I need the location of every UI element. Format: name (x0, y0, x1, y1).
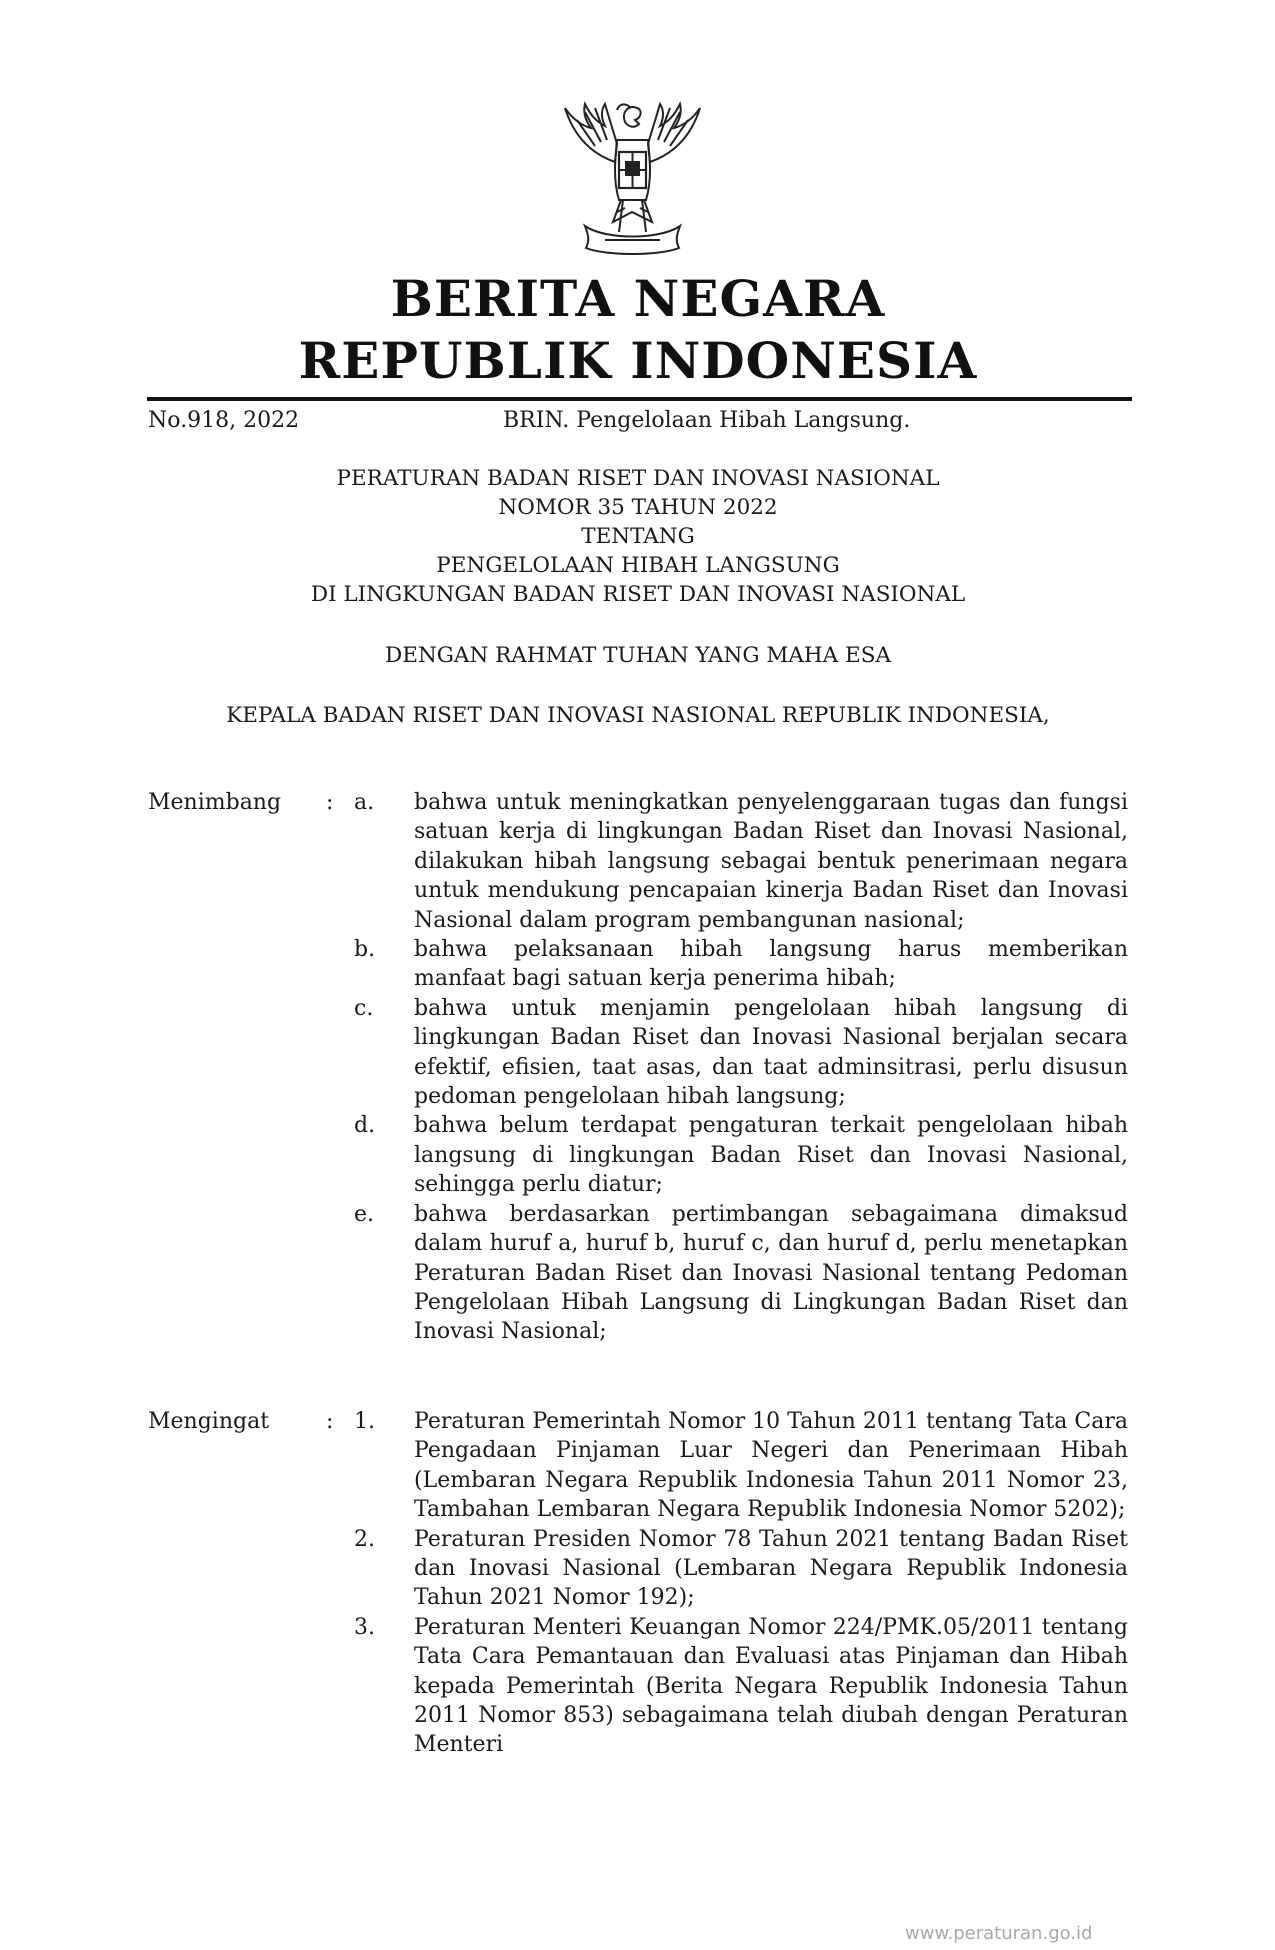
item-marker: e. (354, 1201, 375, 1227)
item-text: bahwa untuk meningkatkan penyelenggaraan tugas dan fungsi satuan kerja di lingkungan Badan Riset dan Inovasi Nasional, dilakukan hibah langsung sebagai bentuk penerimaan negara untuk mendukung pencapaian kinerja Badan Riset dan Inovasi Nasional dalam program pembangunan nasional; (414, 790, 1128, 933)
masthead-divider (147, 397, 1132, 401)
list-item (148, 1525, 1128, 1613)
item-text: bahwa pelaksanaan hibah langsung harus memberikan manfaat bagi satuan kerja penerima hibah; (414, 937, 1128, 992)
gazette-subject: BRIN. Pengelolaan Hibah Langsung. (503, 408, 911, 433)
list-item (148, 1613, 1128, 1760)
garuda-emblem-icon (555, 100, 710, 260)
invocation: DENGAN RAHMAT TUHAN YANG MAHA ESA (385, 643, 891, 668)
item-marker: 1. (354, 1409, 375, 1434)
item-marker: c. (354, 995, 374, 1021)
list-item (148, 935, 1128, 994)
item-text: bahwa belum terdapat pengaturan terkait pengelolaan hibah langsung di lingkungan Badan Riset dan Inovasi Nasional, sehingga perlu diatur; (414, 1113, 1128, 1198)
issuer-heading: KEPALA BADAN RISET DAN INOVASI NASIONAL REPUBLIK INDONESIA, (226, 703, 1050, 728)
list-item (148, 1111, 1128, 1199)
title-line: NOMOR 35 TAHUN 2022 (498, 495, 778, 520)
menimbang-section (148, 788, 1128, 1347)
list-item (148, 1200, 1128, 1347)
masthead-line-2: REPUBLIK INDONESIA (298, 331, 978, 390)
item-text: Peraturan Menteri Keuangan Nomor 224/PMK.05/2011 tentang Tata Cara Pemantauan dan Evaluasi atas Pinjaman dan Hibah kepada Pemerintah (Berita Negara Republik Indonesia Tahun 2011 Nomor 853) sebagaimana telah diubah dengan Peraturan Menteri (414, 1614, 1128, 1758)
title-line: PERATURAN BADAN RISET DAN INOVASI NASIONAL (336, 466, 940, 491)
masthead (148, 268, 1128, 392)
section-label: Mengingat (148, 1409, 270, 1434)
item-marker: b. (354, 937, 376, 963)
list-item (148, 994, 1128, 1112)
item-text: Peraturan Pemerintah Nomor 10 Tahun 2011 tentang Tata Cara Pengadaan Pinjaman Luar Negeri dan Penerimaan Hibah (Lembaran Negara Republik Indonesia Tahun 2011 Nomor 23, Tambahan Lembaran Negara Republik Indonesia Nomor 5202); (414, 1409, 1128, 1523)
list-item (148, 788, 1128, 935)
title-line: TENTANG (581, 524, 695, 549)
title-line: PENGELOLAAN HIBAH LANGSUNG (436, 553, 840, 578)
gazette-number: No.918, 2022 (148, 408, 300, 433)
item-text: bahwa berdasarkan pertimbangan sebagaimana dimaksud dalam huruf a, huruf b, huruf c, dan huruf d, perlu menetapkan Peraturan Badan Riset dan Inovasi Nasional tentang Pedoman Pengelolaan Hibah Langsung di Lingkungan Badan Riset dan Inovasi Nasional; (414, 1201, 1128, 1345)
item-text: Peraturan Presiden Nomor 78 Tahun 2021 tentang Badan Riset dan Inovasi Nasional (Lembaran Negara Republik Indonesia Tahun 2021 Nomor 192); (414, 1526, 1128, 1611)
regulation-title (148, 464, 1128, 609)
list-item (148, 1407, 1128, 1525)
item-text: bahwa untuk menjamin pengelolaan hibah langsung di lingkungan Badan Riset dan Inovasi Nasional berjalan secara efektif, efisien, taat asas, dan taat adminsitrasi, perlu disusun pedoman pengelolaan hibah langsung; (414, 995, 1128, 1110)
item-marker: d. (354, 1113, 376, 1139)
item-marker: 2. (354, 1526, 375, 1552)
section-colon: : (326, 790, 334, 815)
title-line: DI LINGKUNGAN BADAN RISET DAN INOVASI NASIONAL (310, 582, 966, 607)
section-colon: : (326, 1409, 334, 1434)
footer-url: www.peraturan.go.id (905, 1923, 1093, 1944)
masthead-line-1: BERITA NEGARA (390, 269, 886, 328)
section-label: Menimbang (148, 790, 282, 815)
mengingat-section (148, 1407, 1128, 1760)
item-marker: a. (354, 790, 375, 815)
item-marker: 3. (354, 1614, 375, 1640)
